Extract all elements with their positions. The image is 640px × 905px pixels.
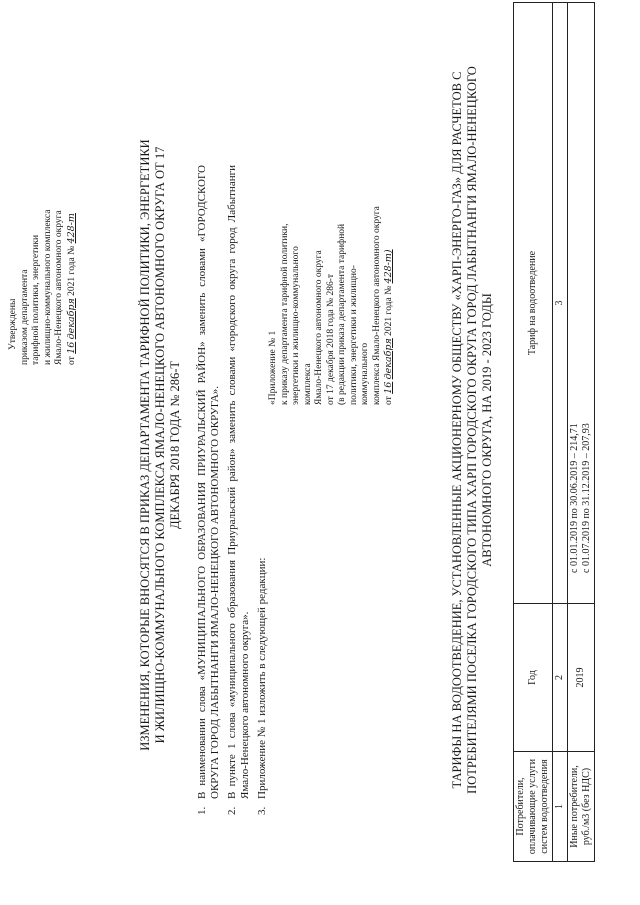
item-number: 1. bbox=[196, 806, 208, 815]
date-day: 16 bbox=[383, 381, 394, 394]
column-number: 3 bbox=[553, 3, 568, 604]
column-number: 2 bbox=[553, 604, 568, 752]
item-text: В наименовании слова «МУНИЦИПАЛЬНОГО ОБРАЗОВАНИЯ ПРИУРАЛЬСКИЙ РАЙОН» заменить словами «ГОРОДСКОГО ОКРУГА ГОРОД ЛАБЫТНАНГИ ЯМАЛО-НЕНЕЦКОГО АВТОНОМНОГО ОКРУГА». bbox=[196, 165, 221, 799]
header-consumers: Потребители, оплачивающие услуги систем водоотведения bbox=[514, 752, 553, 862]
approval-date-line bbox=[66, 125, 79, 365]
table-number-row bbox=[553, 3, 568, 862]
date-prefix: от bbox=[384, 396, 394, 405]
date-day: 16 bbox=[65, 341, 77, 354]
approval-line: Ямало-Ненецкого автономного округа bbox=[54, 210, 64, 365]
approval-block bbox=[8, 125, 78, 365]
document-title: ИЗМЕНЕНИЯ, КОТОРЫЕ ВНОСЯТСЯ В ПРИКАЗ ДЕПАРТАМЕНТА ТАРИФНОЙ ПОЛИТИКИ, ЭНЕРГЕТИКИ И ЖИЛИЩНО-КОММУНАЛЬНОГО КОМПЛЕКСА ЯМАЛО-НЕНЕЦКОГО АВТОНОМНОГО ОКРУГА ОТ 17 ДЕКАБРЯ 2018 ГОДА № 286-Т bbox=[138, 139, 182, 751]
appendix-line: политики, энергетики и жилищно-коммунального bbox=[348, 265, 370, 405]
appendix-block bbox=[268, 205, 396, 405]
appendix-line: (в редакции приказа департамента тарифной bbox=[337, 223, 347, 405]
appendix-line: к приказу департамента тарифной политики, bbox=[279, 223, 290, 405]
cell-tariffs bbox=[568, 3, 595, 604]
column-number: 1 bbox=[553, 752, 568, 862]
tariffs-title: ТАРИФЫ НА ВОДООТВЕДЕНИЕ, УСТАНОВЛЕННЫЕ АКЦИОНЕРНОМУ ОБЩЕСТВУ «ХАРП-ЭНЕРГО-ГАЗ» ДЛЯ РАСЧЕТОВ С ПОТРЕБИТЕЛЯМИ ПОСЕЛКА ГОРОДСКОГО ТИПА ХАРП ГОРОДСКОГО ОКРУГА ГОРОД ЛАБЫТНАНГИ ЯМАЛО-НЕНЕЦКОГО АВТОНОМНОГО ОКРУГА, НА 2019 - 2023 ГОДЫ bbox=[450, 66, 494, 794]
date-year: 2021 года № bbox=[384, 285, 394, 336]
order-number: 428-т bbox=[65, 213, 77, 244]
change-item bbox=[226, 165, 252, 815]
order-number: 428-т) bbox=[383, 249, 394, 284]
appendix-date-line bbox=[383, 205, 396, 405]
approval-line: приказом департамента bbox=[19, 269, 30, 365]
appendix-line: от 17 декабря 2018 года № 286-т bbox=[325, 273, 336, 405]
approval-line: тарифной политики, энергетики bbox=[31, 234, 41, 365]
item-number: 2. bbox=[226, 806, 238, 815]
date-year: 2021 года № bbox=[66, 245, 77, 296]
tariff-period: с 01.07.2019 по 31.12.2019 – 207,93 bbox=[581, 423, 592, 573]
approval-line: Утверждены bbox=[8, 298, 18, 350]
appendix-line: «Приложение № 1 bbox=[268, 330, 278, 405]
item-text: Приложение № 1 изложить в следующей редакции: bbox=[256, 557, 268, 799]
date-month: декабря bbox=[65, 298, 77, 340]
tariff-table bbox=[513, 2, 595, 862]
table-row bbox=[568, 3, 595, 862]
header-tariff: Тариф на водоотведение bbox=[514, 3, 553, 604]
changes-list bbox=[196, 165, 273, 815]
item-text: В пункте 1 слова «муниципального образования Приуральский район» заменить словами «городского округа город Лабытнанги Ямало-Ненецкого автономного округа». bbox=[226, 165, 251, 799]
table-header-row bbox=[514, 3, 553, 862]
change-item bbox=[196, 165, 222, 815]
approval-line: и жилищно-коммунального комплекса bbox=[42, 209, 53, 365]
date-month: декабря bbox=[383, 338, 394, 380]
header-year: Год bbox=[514, 604, 553, 752]
cell-year: 2019 bbox=[568, 604, 595, 752]
tariff-period: с 01.01.2019 по 30.06.2019 – 214,71 bbox=[569, 423, 580, 573]
appendix-line: энергетики и жилищно-коммунального комплекса bbox=[291, 246, 313, 405]
appendix-line: Ямало-Ненецкого автономного округа bbox=[314, 250, 324, 405]
item-number: 3. bbox=[256, 806, 268, 815]
date-prefix: от bbox=[66, 356, 77, 365]
cell-consumer: Иные потребители, руб./м3 (без НДС) bbox=[568, 752, 595, 862]
appendix-line: комплекса Ямало-Ненецкого автономного округа bbox=[371, 206, 382, 405]
